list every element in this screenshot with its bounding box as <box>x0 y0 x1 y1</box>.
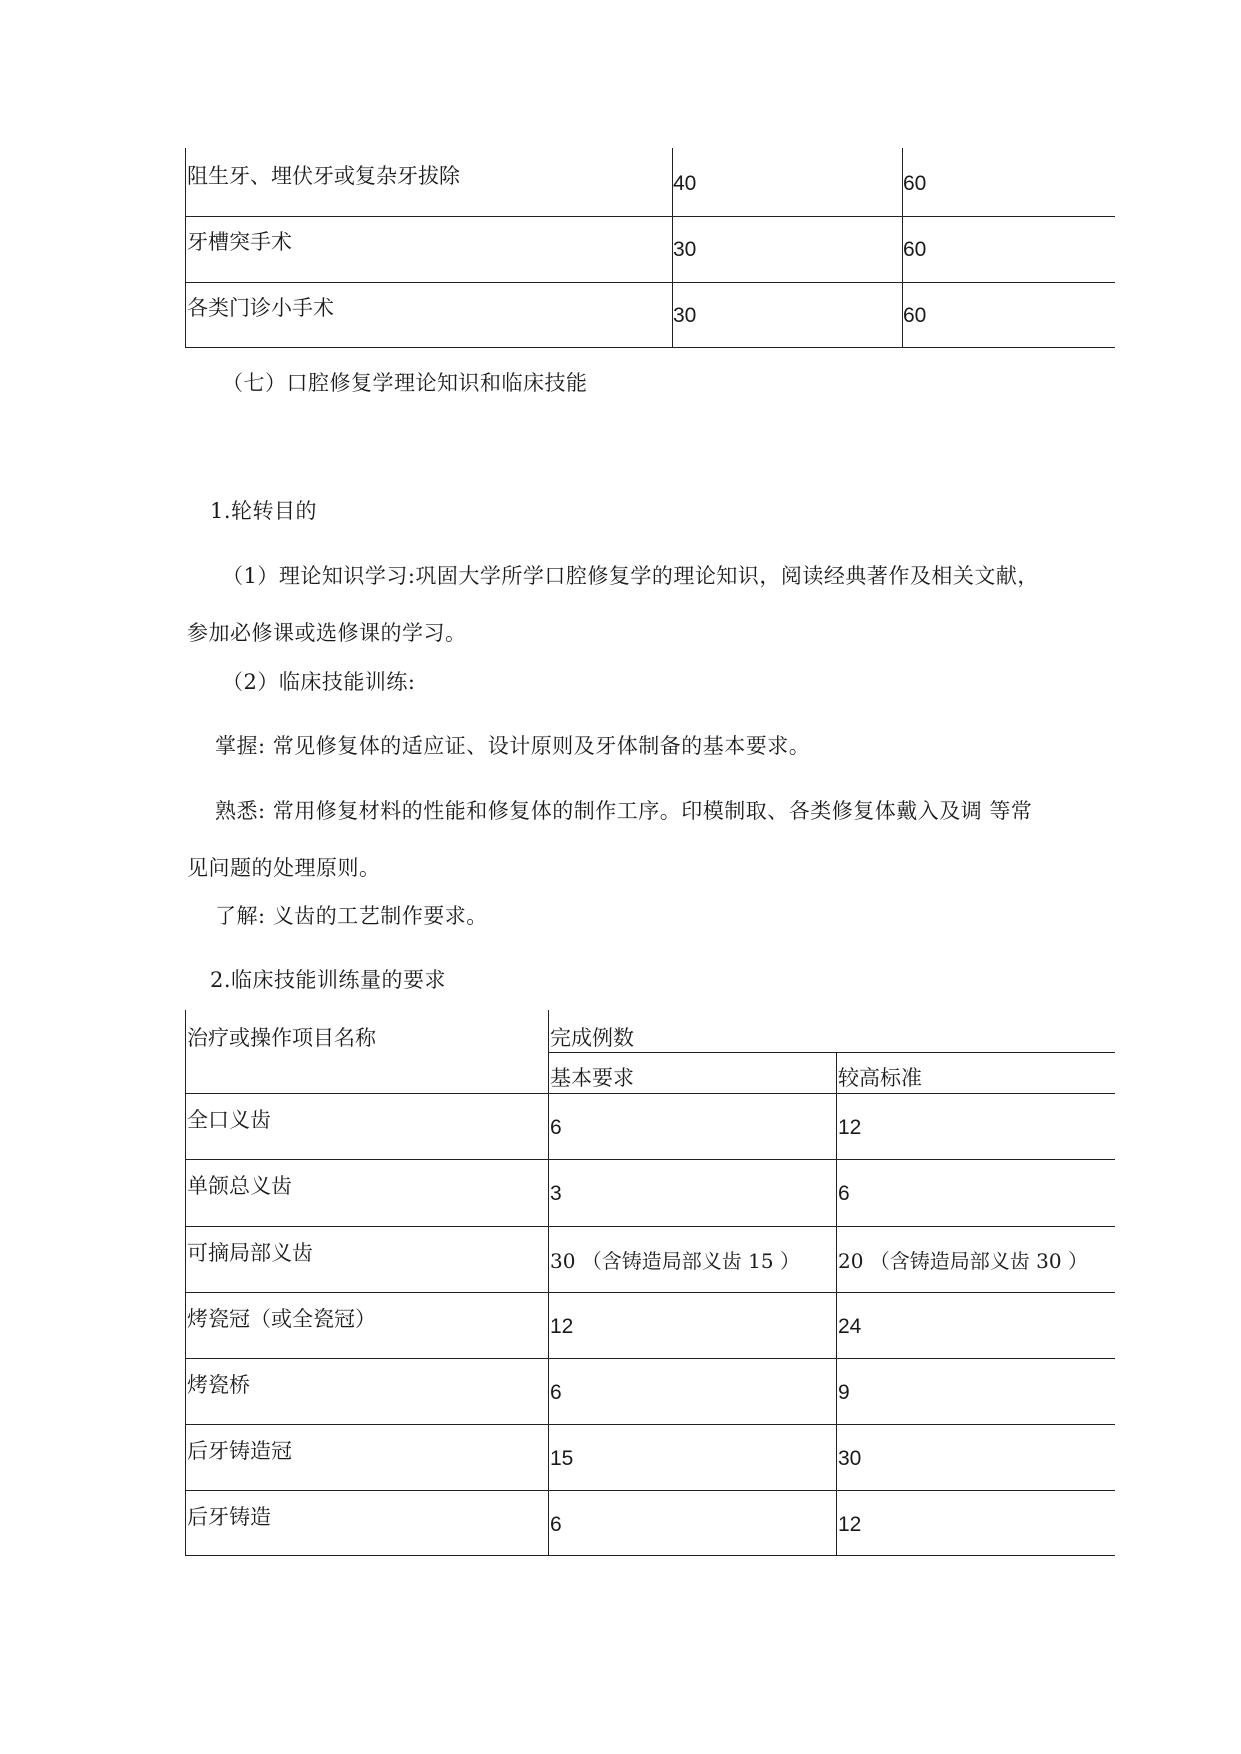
table-cell-basic: 12 <box>550 1315 574 1338</box>
table-border-bottom <box>185 1555 1115 1556</box>
table-column-divider <box>548 1010 549 1555</box>
table-cell-name: 阻生牙、埋伏牙或复杂牙拔除 <box>187 164 460 188</box>
table-cell-high: 60 <box>903 238 927 261</box>
table-border-bottom <box>185 347 1115 348</box>
table-column-divider <box>836 1052 837 1555</box>
table-cell-high: 12 <box>838 1116 862 1139</box>
paragraph-theory-line1: （1）理论知识学习:巩固大学所学口腔修复学的理论知识，阅读经典著作及相关文献， <box>222 564 1039 588</box>
subsection-title-rotation-purpose: 1.轮转目的 <box>210 499 318 523</box>
paragraph-skills-title: （2）临床技能训练: <box>222 670 416 694</box>
table-cell-name: 全口义齿 <box>187 1108 271 1132</box>
table-row-divider <box>185 1292 1115 1293</box>
table-row-divider <box>185 1424 1115 1425</box>
table-cell-basic: 6 <box>550 1381 562 1404</box>
table-row-divider <box>185 1159 1115 1160</box>
table-cell-name: 烤瓷冠（或全瓷冠） <box>187 1307 376 1331</box>
table-cell-basic: 3 <box>550 1182 562 1205</box>
paragraph-familiar-line2: 见问题的处理原则。 <box>187 856 381 880</box>
table-cell-basic: 6 <box>550 1116 562 1139</box>
table-header-divider <box>548 1052 1115 1053</box>
table-row-divider <box>185 1358 1115 1359</box>
table-header-bottom <box>185 1093 1115 1094</box>
table-cell-high: 60 <box>903 172 927 195</box>
table-header-item: 治疗或操作项目名称 <box>187 1026 376 1050</box>
table-cell-high: 30 <box>838 1447 862 1470</box>
subsection-title-training-requirements: 2.临床技能训练量的要求 <box>210 968 447 992</box>
table-cell-name: 单颌总义齿 <box>187 1174 292 1198</box>
table-border-left <box>185 1010 186 1555</box>
paragraph-understand: 了解: 义齿的工艺制作要求。 <box>215 904 488 928</box>
table-row-divider <box>185 282 1115 283</box>
table-cell-basic: 40 <box>673 172 697 195</box>
table-cell-name: 各类门诊小手术 <box>187 296 334 320</box>
section-heading: （七）口腔修复学理论知识和临床技能 <box>222 371 588 395</box>
table-border-left <box>185 148 186 348</box>
table-row-divider <box>185 1226 1115 1227</box>
table-cell-basic: 30 <box>673 238 697 261</box>
table-cell-name: 牙槽突手术 <box>187 230 292 254</box>
table-cell-name: 后牙铸造冠 <box>187 1439 292 1463</box>
paragraph-familiar-line1: 熟悉: 常用修复材料的性能和修复体的制作工序。印模制取、各类修复体戴入及调 等常 <box>215 799 1033 823</box>
table-cell-high: 12 <box>838 1513 862 1536</box>
table-row-divider <box>185 216 1115 217</box>
table-cell-basic: 15 <box>550 1447 574 1470</box>
table-cell-name: 后牙铸造 <box>187 1505 271 1529</box>
table-cell-basic: 30 （含铸造局部义齿 15 ） <box>550 1249 800 1273</box>
table-header-basic: 基本要求 <box>550 1066 634 1090</box>
table-row-divider <box>185 1490 1115 1491</box>
table-cell-high: 9 <box>838 1381 850 1404</box>
table-cell-high: 60 <box>903 304 927 327</box>
table-cell-name: 可摘局部义齿 <box>187 1241 313 1265</box>
table-cell-high: 6 <box>838 1182 850 1205</box>
table-cell-basic: 6 <box>550 1513 562 1536</box>
paragraph-master: 掌握: 常见修复体的适应证、设计原则及牙体制备的基本要求。 <box>215 734 811 758</box>
table-cell-name: 烤瓷桥 <box>187 1373 250 1397</box>
table-cell-high: 20 （含铸造局部义齿 30 ） <box>838 1249 1088 1273</box>
table-header-high: 较高标准 <box>838 1066 922 1090</box>
table-cell-basic: 30 <box>673 304 697 327</box>
table-header-count: 完成例数 <box>550 1026 634 1050</box>
table-cell-high: 24 <box>838 1315 862 1338</box>
paragraph-theory-line2: 参加必修课或选修课的学习。 <box>187 621 467 645</box>
